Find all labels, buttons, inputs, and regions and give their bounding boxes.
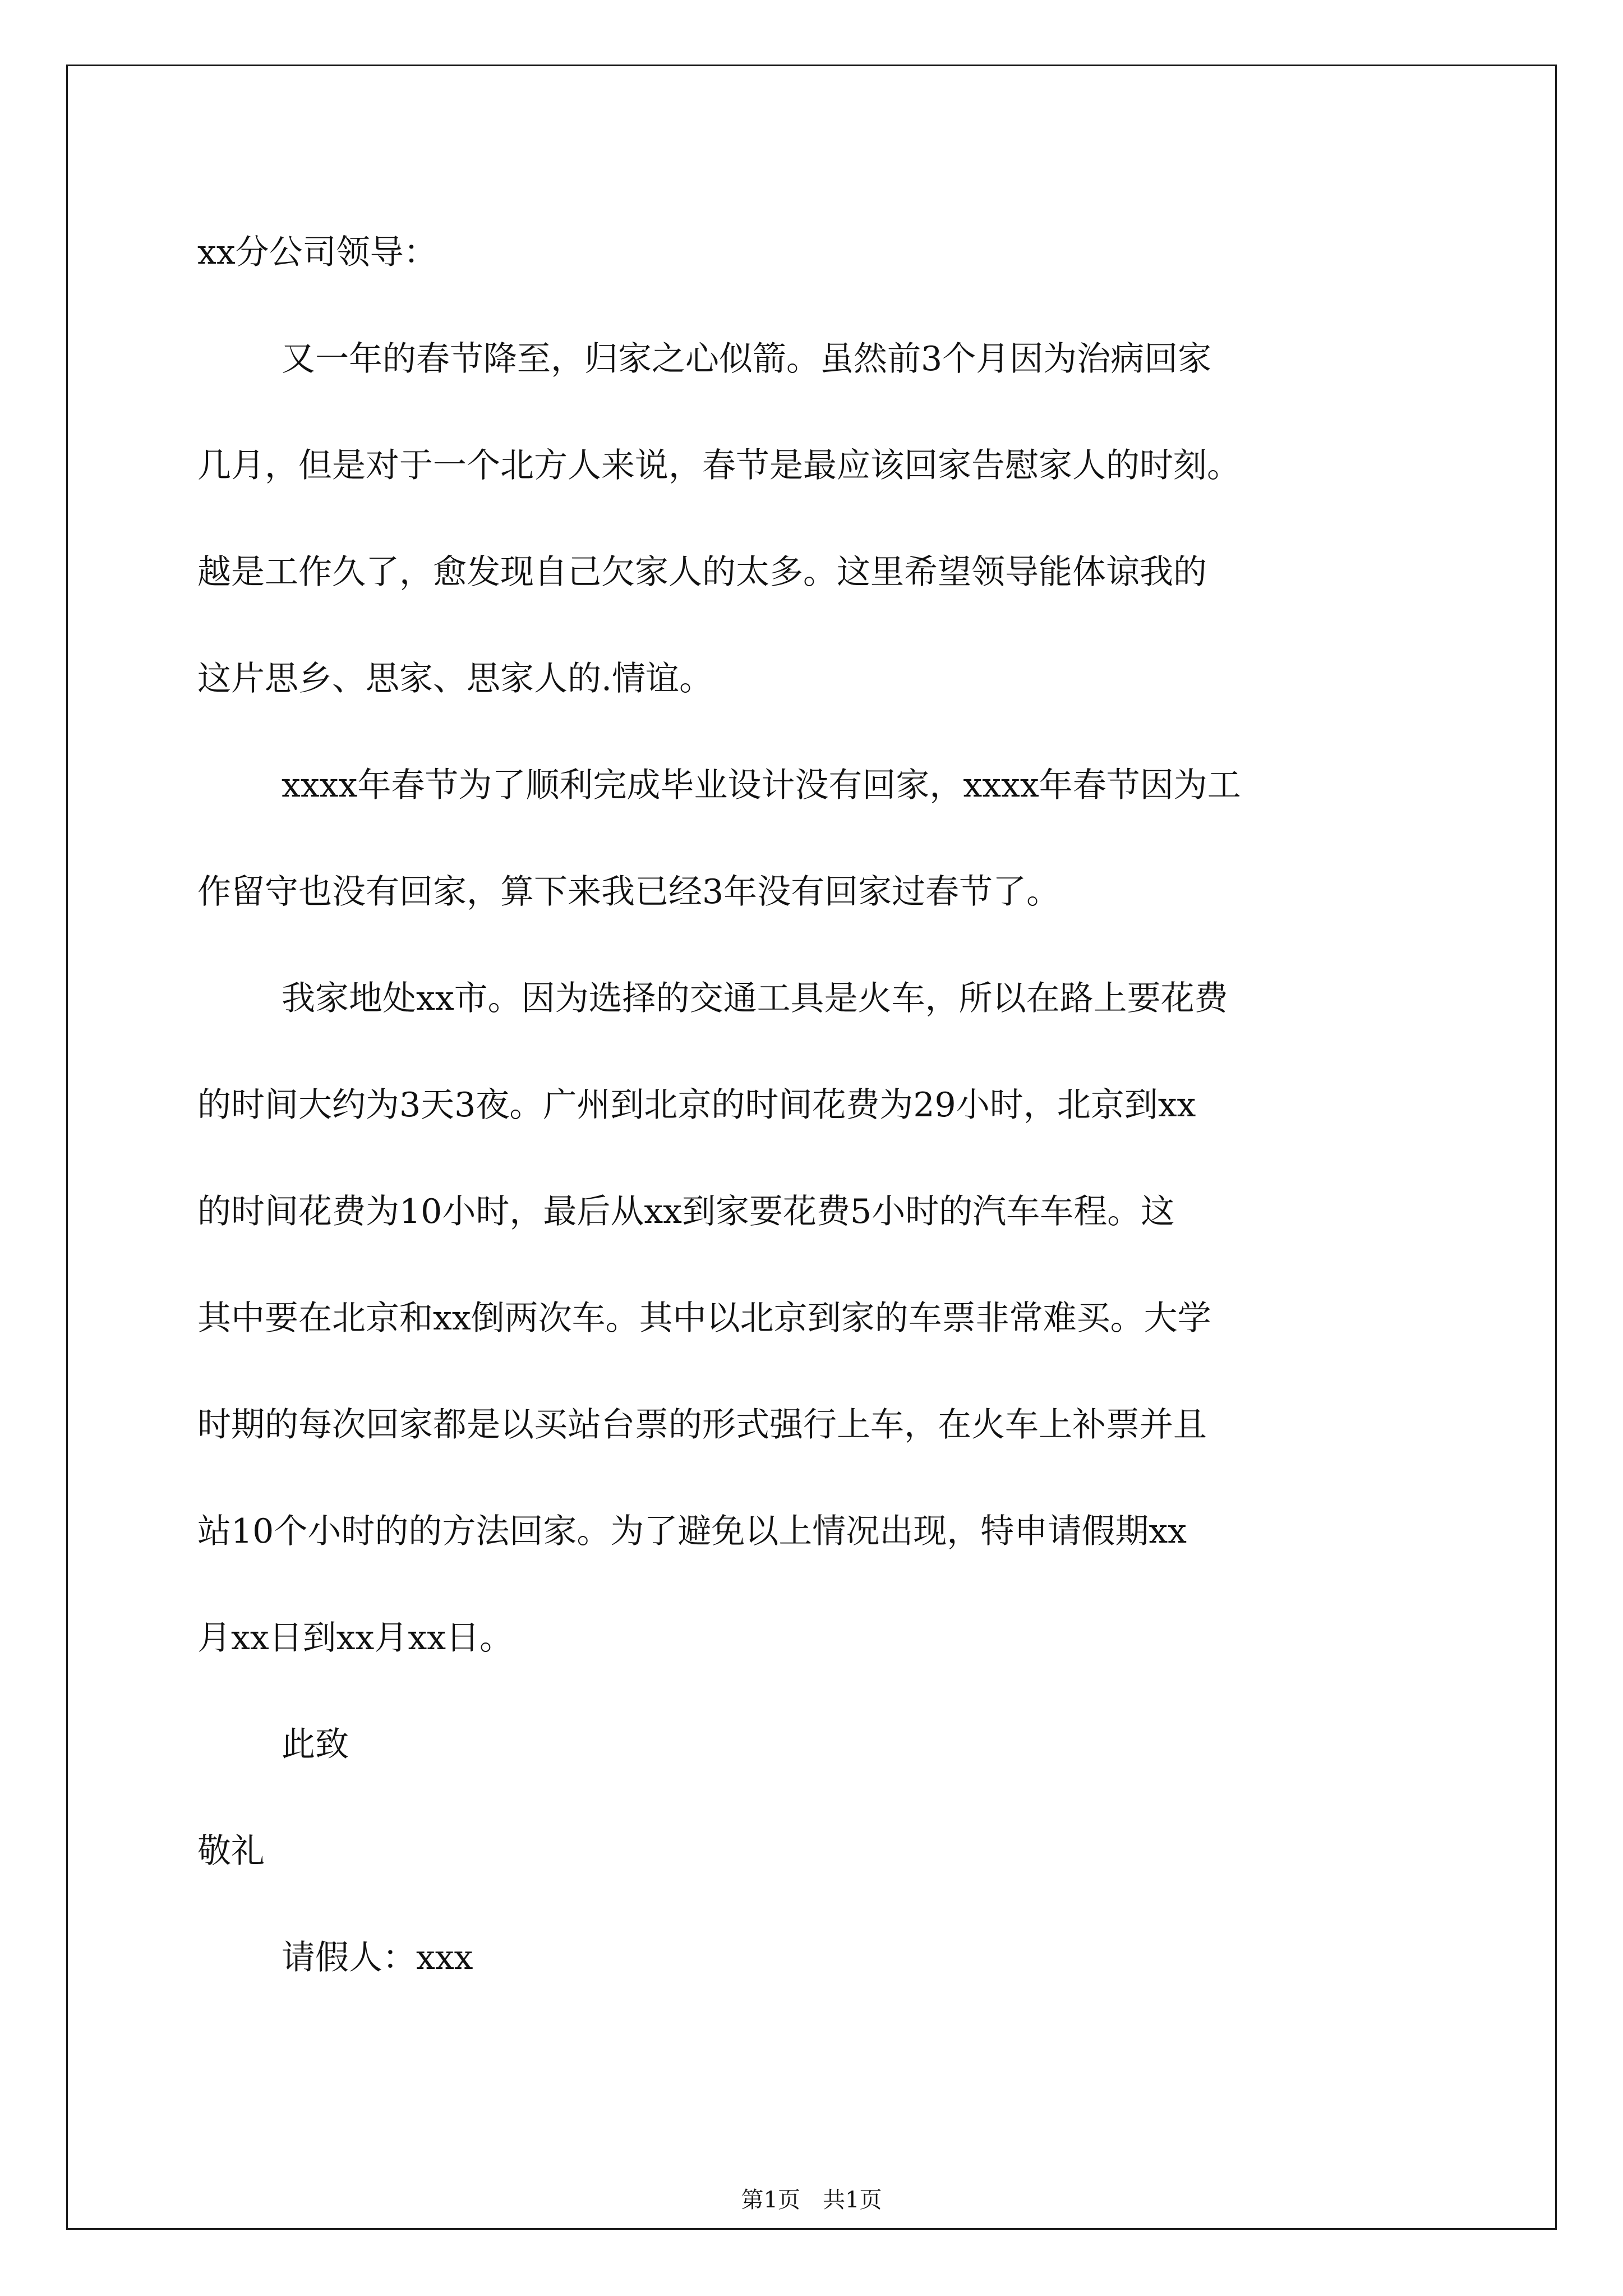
page-indicator: 第1页 共1页 [741,2187,882,2213]
salutation: xx分公司领导： [197,233,437,272]
paragraph-3-line-3: 的时间花费为10小时，最后从xx到家要花费5小时的汽车车程。这 [197,1192,1175,1231]
paragraph-1-line-4: 这片思乡、思家、思家人的.情谊。 [197,659,713,698]
paragraph-3-line-2: 的时间大约为3天3夜。广州到北京的时间花费为29小时，北京到xx [197,1085,1196,1125]
signature: 请假人：xxx [282,1938,473,1977]
paragraph-2-line-1: xxxx年春节为了顺利完成毕业设计没有回家，xxxx年春节因为工 [282,766,1241,805]
paragraph-3-line-5: 时期的每次回家都是以买站台票的形式强行上车，在火车上补票并且 [197,1405,1207,1444]
paragraph-3-line-4: 其中要在北京和xx倒两次车。其中以北京到家的车票非常难买。大学 [197,1299,1211,1338]
closing-cizhi: 此致 [282,1725,349,1764]
paragraph-1-line-2: 几月，但是对于一个北方人来说，春节是最应该回家告慰家人的时刻。 [197,446,1241,485]
paragraph-1-line-3: 越是工作久了，愈发现自己欠家人的太多。这里希望领导能体谅我的 [197,553,1207,592]
paragraph-1-line-1: 又一年的春节降至，归家之心似箭。虽然前3个月因为治病回家 [282,339,1212,379]
paragraph-3-line-1: 我家地处xx市。因为选择的交通工具是火车，所以在路上要花费 [282,979,1228,1018]
paragraph-3-line-7: 月xx日到xx月xx日。 [197,1618,514,1658]
paragraph-2-line-2: 作留守也没有回家，算下来我已经3年没有回家过春节了。 [197,872,1061,912]
page-border [66,65,1557,2230]
closing-jingli: 敬礼 [197,1832,265,1871]
paragraph-3-line-6: 站10个小时的的方法回家。为了避免以上情况出现，特申请假期xx [197,1512,1187,1551]
